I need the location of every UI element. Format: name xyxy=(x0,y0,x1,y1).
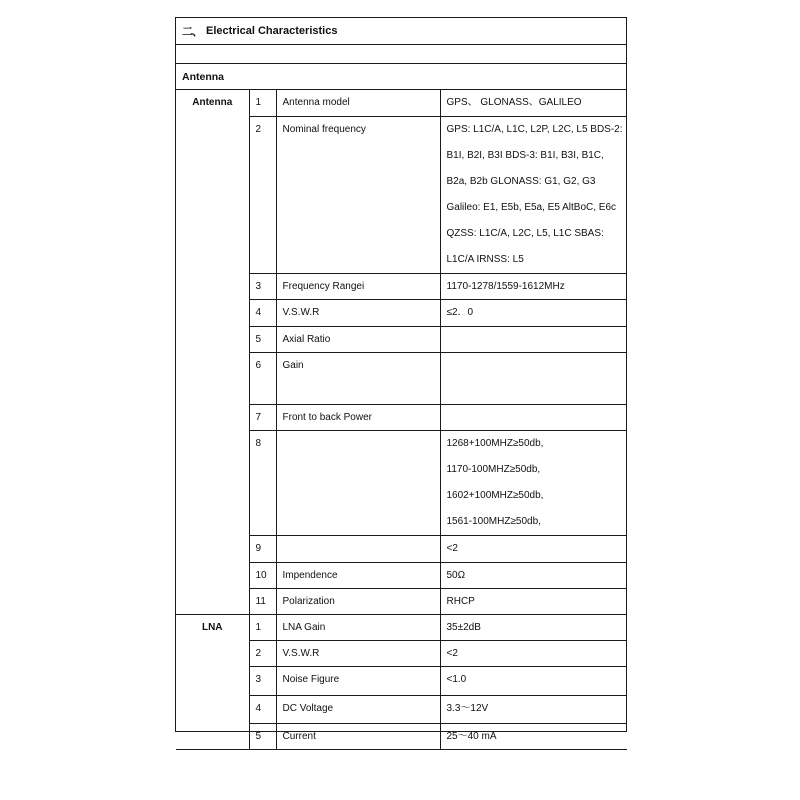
value-line: 35±2dB xyxy=(446,621,481,633)
parameter-value xyxy=(440,273,627,299)
row-number: 5 xyxy=(249,723,276,749)
value-line: B2a, B2b GLONASS: G1, G2, G3 xyxy=(446,175,596,187)
value-line: QZSS: L1C/A, L2C, L5, L1C SBAS: xyxy=(446,227,604,239)
parameter-value xyxy=(440,588,627,614)
parameter-name: Gain xyxy=(276,352,440,404)
parameter-value xyxy=(440,562,627,588)
value-line: 1602+100MHZ≥50db, xyxy=(446,489,544,501)
row-number: 10 xyxy=(249,562,276,588)
parameter-value xyxy=(440,695,627,723)
value-line: RHCP xyxy=(446,595,475,607)
row-number: 6 xyxy=(249,352,276,404)
parameter-value xyxy=(440,535,627,562)
parameter-name: LNA Gain xyxy=(276,614,440,640)
parameter-name: Front to back Power xyxy=(276,404,440,430)
parameter-value xyxy=(440,666,627,695)
parameter-value xyxy=(440,723,627,749)
title-text: Electrical Characteristics xyxy=(206,25,338,37)
row-number: 11 xyxy=(249,588,276,614)
value-line: Galileo: E1, E5b, E5a, E5 AltBoC, E6c xyxy=(446,201,617,213)
value-line: ≤2．0 xyxy=(446,306,474,318)
parameter-value xyxy=(440,299,627,326)
value-line: L1C/A IRNSS: L5 xyxy=(446,253,524,265)
parameter-name: DC Voltage xyxy=(276,695,440,723)
parameter-value xyxy=(440,90,627,116)
antenna-group-label: Antenna xyxy=(176,90,249,614)
row-number: 4 xyxy=(249,299,276,326)
parameter-name: V.S.W.R xyxy=(276,299,440,326)
value-line: 1170-100MHZ≥50db, xyxy=(446,463,541,475)
value-line: 3.3～12V xyxy=(446,702,489,714)
value-line: <2 xyxy=(446,647,458,659)
parameter-value xyxy=(440,614,627,640)
row-number: 3 xyxy=(249,273,276,299)
parameter-value xyxy=(440,326,627,352)
parameter-value xyxy=(440,352,627,404)
row-number: 2 xyxy=(249,640,276,666)
antenna-row xyxy=(176,90,627,116)
value-line: 1561-100MHZ≥50db, xyxy=(446,515,541,527)
parameter-name: Noise Figure xyxy=(276,666,440,695)
value-line: <1.0 xyxy=(446,673,467,685)
value-line: 1170-1278/1559-1612MHz xyxy=(446,280,565,292)
row-number: 2 xyxy=(249,116,276,273)
value-line: 1268+100MHZ≥50db, xyxy=(446,437,544,449)
section-number: 二、 xyxy=(182,26,202,38)
row-number: 4 xyxy=(249,695,276,723)
section-heading: Antenna xyxy=(176,63,626,90)
parameter-name: Polarization xyxy=(276,588,440,614)
lna-group-label: LNA xyxy=(176,614,249,749)
row-number: 7 xyxy=(249,404,276,430)
value-line: B1I, B2I, B3I BDS-3: B1I, B3I, B1C, xyxy=(446,149,604,161)
row-number: 3 xyxy=(249,666,276,695)
parameter-name: Current xyxy=(276,723,440,749)
parameter-value xyxy=(440,640,627,666)
characteristics-table xyxy=(176,90,627,750)
value-line: GPS: L1C/A, L1C, L2P, L2C, L5 BDS-2: xyxy=(446,123,623,135)
row-number: 5 xyxy=(249,326,276,352)
row-number: 1 xyxy=(249,614,276,640)
parameter-name xyxy=(276,535,440,562)
document-title xyxy=(176,18,626,45)
parameter-name: Impendence xyxy=(276,562,440,588)
parameter-name: Frequency Rangei xyxy=(276,273,440,299)
parameter-name: Nominal frequency xyxy=(276,116,440,273)
spec-sheet xyxy=(175,17,627,742)
row-number: 8 xyxy=(249,430,276,535)
parameter-value xyxy=(440,430,627,535)
row-number: 9 xyxy=(249,535,276,562)
row-number: 1 xyxy=(249,90,276,116)
value-line: <2 xyxy=(446,542,458,554)
lna-row xyxy=(176,614,627,640)
parameter-value xyxy=(440,404,627,430)
value-line: 25～40 mA xyxy=(446,730,497,742)
parameter-name xyxy=(276,430,440,535)
value-line: 50Ω xyxy=(446,569,466,581)
parameter-name: Antenna model xyxy=(276,90,440,116)
value-line: GPS、 GLONASS、GALILEO xyxy=(446,97,582,108)
parameter-name: V.S.W.R xyxy=(276,640,440,666)
parameter-value xyxy=(440,116,627,273)
parameter-name: Axial Ratio xyxy=(276,326,440,352)
